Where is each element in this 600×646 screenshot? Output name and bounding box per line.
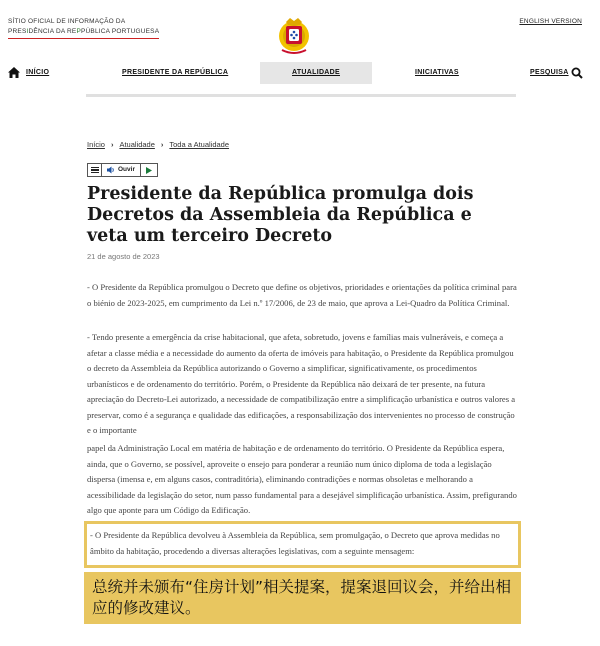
home-icon[interactable] bbox=[8, 67, 20, 78]
site-identity[interactable] bbox=[8, 17, 159, 39]
main-nav bbox=[0, 62, 600, 84]
nav-search[interactable]: PESQUISA bbox=[530, 69, 569, 76]
article-title: Presidente da República promulga dois Decretos da Assembleia da República e veta um terceiro Decreto bbox=[87, 184, 474, 246]
site-identity-line1: SÍTIO OFICIAL DE INFORMAÇÃO DA bbox=[8, 18, 126, 25]
english-version-link[interactable]: ENGLISH VERSION bbox=[519, 18, 582, 25]
breadcrumb bbox=[87, 140, 229, 149]
play-icon bbox=[146, 167, 152, 174]
site-identity-line2: PRESIDÊNCIA DA REPPÚBLICA PORTUGUESA bbox=[8, 27, 159, 39]
article-paragraph-highlighted: - O Presidente da República devolveu à Assembleia da República, sem promulgação, o Decreto que aprova medidas no âmbito da habitação, procedendo a diversas alterações legislativas, com a seguinte mensagem: bbox=[90, 530, 500, 556]
caption-banner: 总统并未颁布“住房计划”相关提案，提案退回议会，并给出相应的修改建议。 bbox=[84, 572, 521, 624]
menu-icon[interactable] bbox=[88, 164, 102, 176]
breadcrumb-news[interactable]: Atualidade bbox=[119, 140, 155, 149]
article-paragraph: - Tendo presente a emergência da crise habitacional, que afeta, sobretudo, jovens e famílias mais vulneráveis, e começa a afetar a classe média e a necessidade do aumento da oferta de imóveis para habitação, o Presidente da República promulgou o decreto da Assembleia da República autorizando o Governo a simplificar, significativamente, os procedimentos urbanísticos e de ordenamento do território. Porém, o Presidente da República não deixará de ter presente, na futura apreciação do Decreto-Lei autorizado, a necessidade de compatibilização entre a simplificação urbanística e outros valores a preservar, como é a segurança e qualidade das edificações, a responsabilização dos intervenientes no processo de construção e o importante bbox=[87, 332, 516, 435]
speaker-icon bbox=[107, 166, 115, 174]
nav-home[interactable]: INÍCIO bbox=[26, 69, 50, 76]
search-icon[interactable] bbox=[571, 67, 583, 79]
nav-initiatives[interactable]: INICIATIVAS bbox=[415, 69, 459, 76]
breadcrumb-all-news[interactable]: Toda a Atualidade bbox=[169, 140, 230, 149]
read-aloud-player bbox=[87, 163, 158, 177]
nav-divider bbox=[86, 94, 516, 97]
highlighted-paragraph-box bbox=[84, 521, 521, 568]
article-paragraph: papel da Administração Local em matéria de habitação e de ordenamento do território. O Presidente da República espera, ainda, que o Governo, se possível, aproveite o ensejo para ponderar a reunião num único diploma de toda a legislação dispersa (imensa e, em alguns casos, contraditória), eliminando contradições e normas obsoletas e melhorando a acessibilidade da legislação do setor, num passo fundamental para a desejável simplificação urbanística. Assim, prefigurando algo que aponte para um Código da Edificação. bbox=[87, 443, 517, 515]
chevron-right-icon: › bbox=[110, 140, 114, 149]
nav-news[interactable]: ATUALIDADE bbox=[260, 62, 372, 84]
nav-president[interactable]: PRESIDENTE DA REPÚBLICA bbox=[122, 69, 229, 76]
presidency-coat-of-arms-logo[interactable] bbox=[272, 12, 316, 56]
play-button[interactable] bbox=[141, 164, 157, 176]
chevron-right-icon: › bbox=[160, 140, 164, 149]
article-paragraph: - O Presidente da República promulgou o Decreto que define os objetivos, prioridades e orientações da política criminal para o biénio de 2023-2025, em cumprimento da Lei n.º 17/2006, de 23 de maio, que aprova a Lei-Quadro da Política Criminal. bbox=[87, 282, 517, 308]
listen-button[interactable]: Ouvir bbox=[102, 164, 141, 176]
article-date: 21 de agosto de 2023 bbox=[87, 252, 160, 261]
breadcrumb-home[interactable]: Início bbox=[87, 140, 105, 149]
